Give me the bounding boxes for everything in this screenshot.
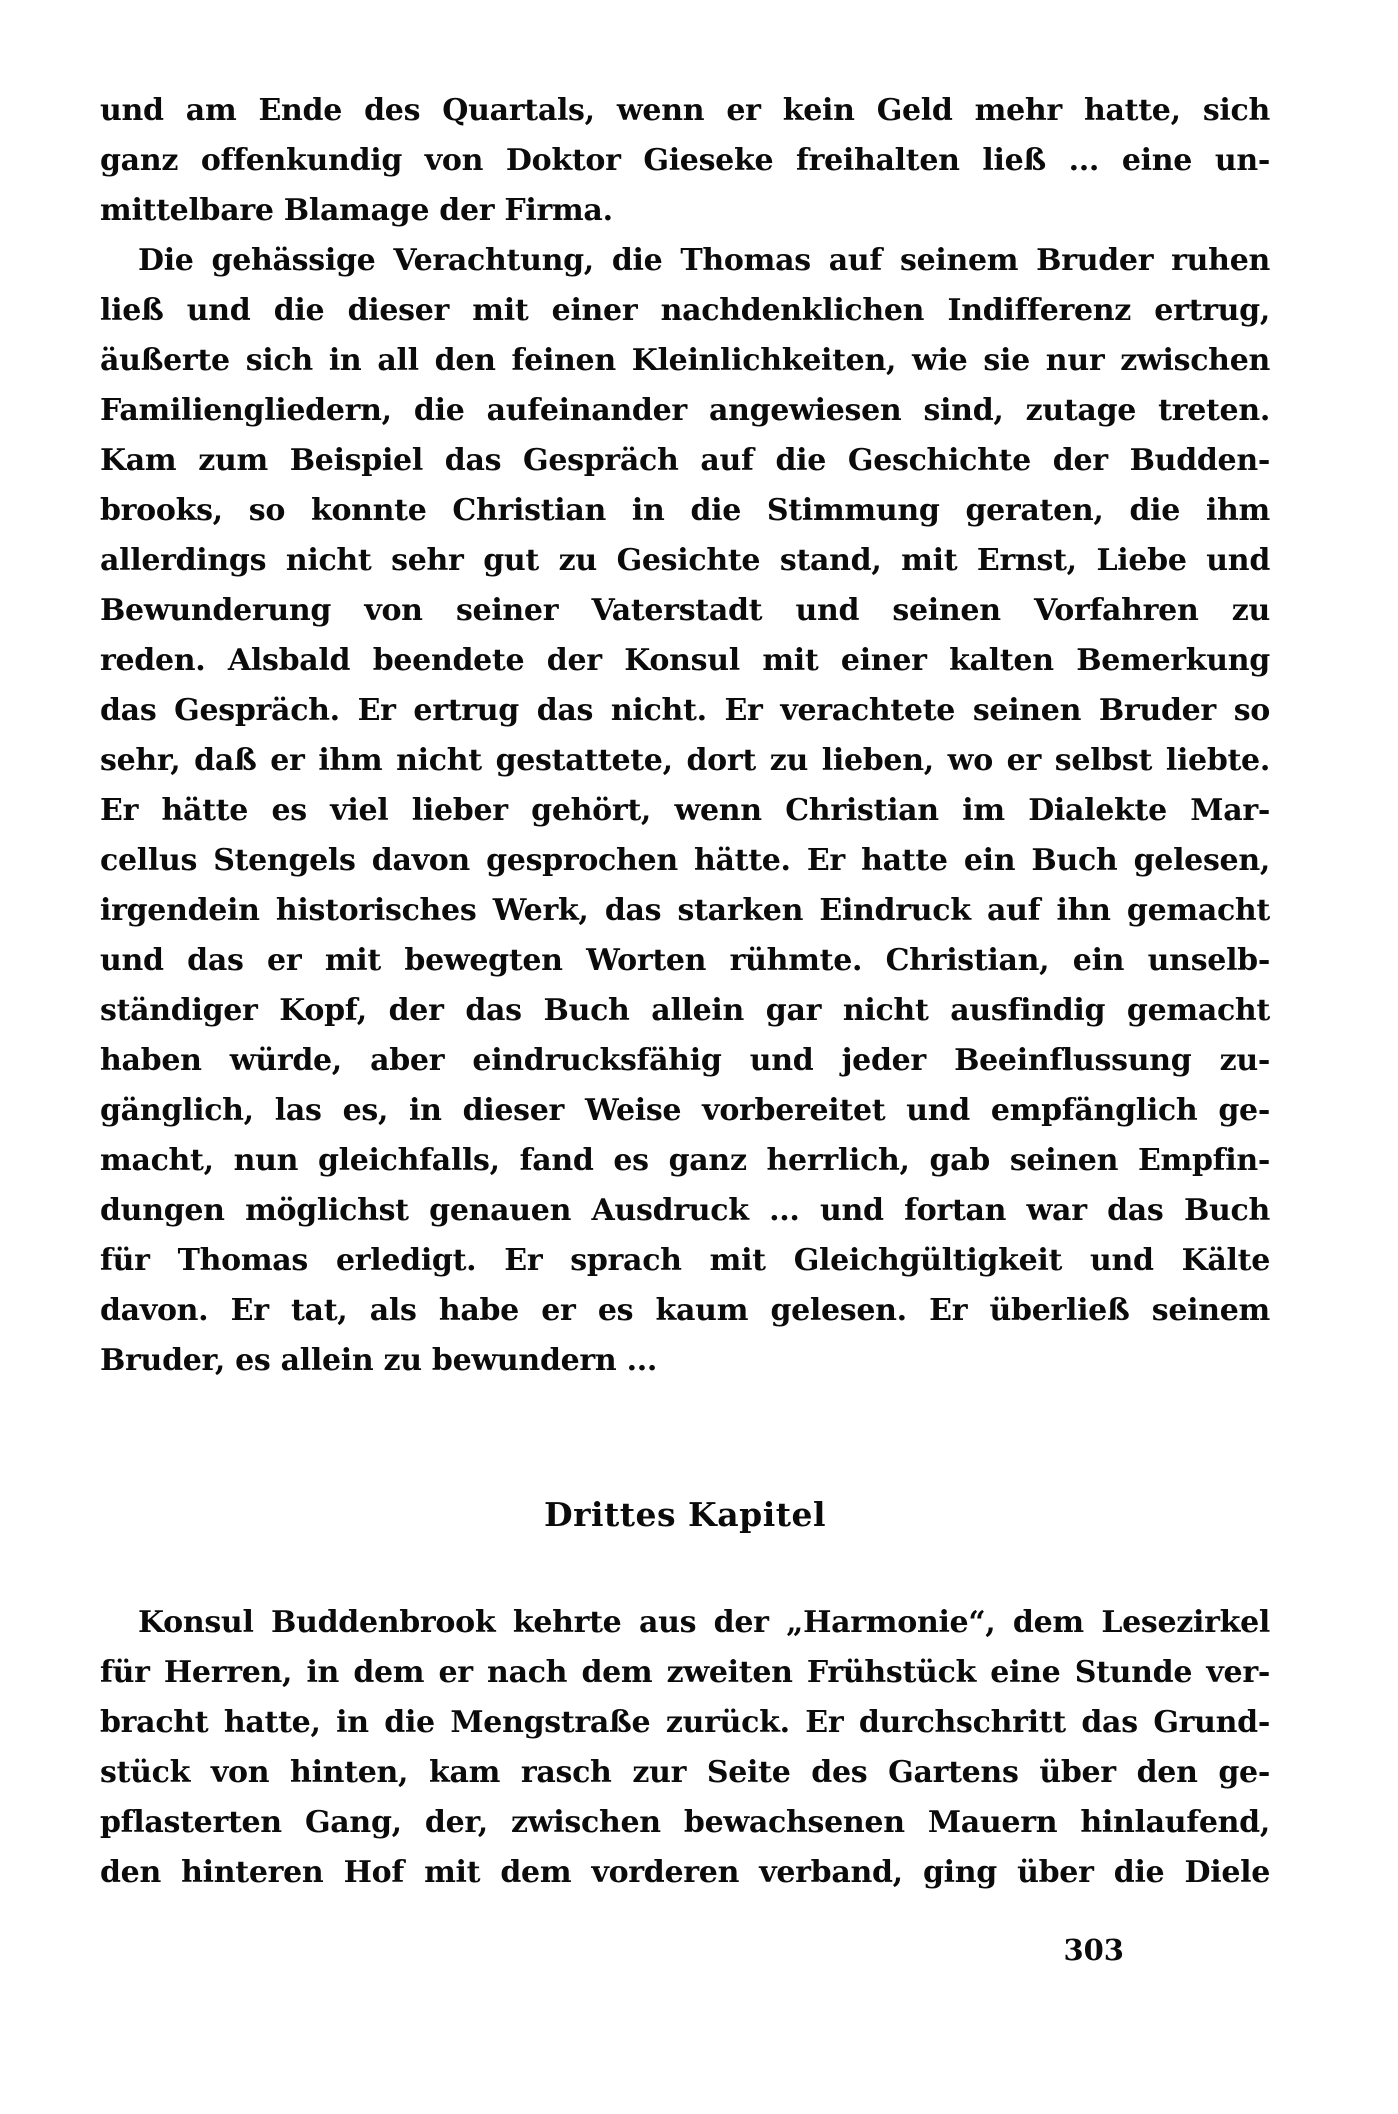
text-line: bracht hatte, in die Mengstraße zurück. Er durchschritt das Grund- <box>100 1705 1270 1740</box>
text-line: das Gespräch. Er ertrug das nicht. Er verachtete seinen Bruder so <box>100 693 1270 728</box>
text-line: für Herren, in dem er nach dem zweiten Frühstück eine Stunde ver- <box>100 1655 1270 1690</box>
text-line: pflasterten Gang, der, zwischen bewachsenen Mauern hinlaufend, <box>100 1805 1270 1840</box>
text-line: und das er mit bewegten Worten rühmte. Christian, ein unselb- <box>100 943 1270 978</box>
text-line: haben würde, aber eindrucksfähig und jeder Beeinflussung zu- <box>100 1043 1270 1078</box>
text-line: für Thomas erledigt. Er sprach mit Gleichgültigkeit und Kälte <box>100 1243 1270 1278</box>
text-line: Konsul Buddenbrook kehrte aus der „Harmonie“, dem Lesezirkel <box>138 1605 1270 1640</box>
text-line: ganz offenkundig von Doktor Gieseke freihalten ließ ... eine un- <box>100 143 1270 178</box>
text-line: ständiger Kopf, der das Buch allein gar nicht ausfindig gemacht <box>100 993 1270 1028</box>
chapter-heading: Drittes Kapitel <box>543 1495 827 1534</box>
paragraph <box>100 86 1270 236</box>
text-line: Bewunderung von seiner Vaterstadt und seinen Vorfahren zu <box>100 593 1270 628</box>
text-line: Er hätte es viel lieber gehört, wenn Christian im Dialekte Mar- <box>100 793 1270 828</box>
text-line: cellus Stengels davon gesprochen hätte. Er hatte ein Buch gelesen, <box>100 843 1270 878</box>
text-line: irgendein historisches Werk, das starken Eindruck auf ihn gemacht <box>100 893 1270 928</box>
text-line: gänglich, las es, in dieser Weise vorbereitet und empfänglich ge- <box>100 1093 1270 1128</box>
text-line: ließ und die dieser mit einer nachdenklichen Indifferenz ertrug, <box>100 293 1270 328</box>
text-line: mittelbare Blamage der Firma. <box>100 193 613 228</box>
text-line: allerdings nicht sehr gut zu Gesichte stand, mit Ernst, Liebe und <box>100 543 1270 578</box>
text-line: Familiengliedern, die aufeinander angewiesen sind, zutage treten. <box>100 393 1270 428</box>
text-line: Kam zum Beispiel das Gespräch auf die Geschichte der Budden- <box>100 443 1270 478</box>
text-line: Die gehässige Verachtung, die Thomas auf seinem Bruder ruhen <box>138 243 1270 278</box>
paragraph <box>100 1598 1270 1898</box>
text-line: den hinteren Hof mit dem vorderen verband, ging über die Diele <box>100 1855 1270 1890</box>
text-line: und am Ende des Quartals, wenn er kein Geld mehr hatte, sich <box>100 93 1270 128</box>
text-line: reden. Alsbald beendete der Konsul mit einer kalten Bemerkung <box>100 643 1270 678</box>
text-line: äußerte sich in all den feinen Kleinlichkeiten, wie sie nur zwischen <box>100 343 1270 378</box>
page-number: 303 <box>1063 1933 1124 1967</box>
paragraph <box>100 236 1270 1386</box>
text-line: brooks, so konnte Christian in die Stimmung geraten, die ihm <box>100 493 1270 528</box>
text-line: dungen möglichst genauen Ausdruck ... und fortan war das Buch <box>100 1193 1270 1228</box>
text-line: Bruder, es allein zu bewundern ... <box>100 1343 658 1378</box>
text-line: macht, nun gleichfalls, fand es ganz herrlich, gab seinen Empfin- <box>100 1143 1270 1178</box>
page-content <box>100 86 1270 1898</box>
text-line: davon. Er tat, als habe er es kaum gelesen. Er überließ seinem <box>100 1293 1270 1328</box>
text-line: sehr, daß er ihm nicht gestattete, dort zu lieben, wo er selbst liebte. <box>100 743 1270 778</box>
text-line: stück von hinten, kam rasch zur Seite des Gartens über den ge- <box>100 1755 1270 1790</box>
